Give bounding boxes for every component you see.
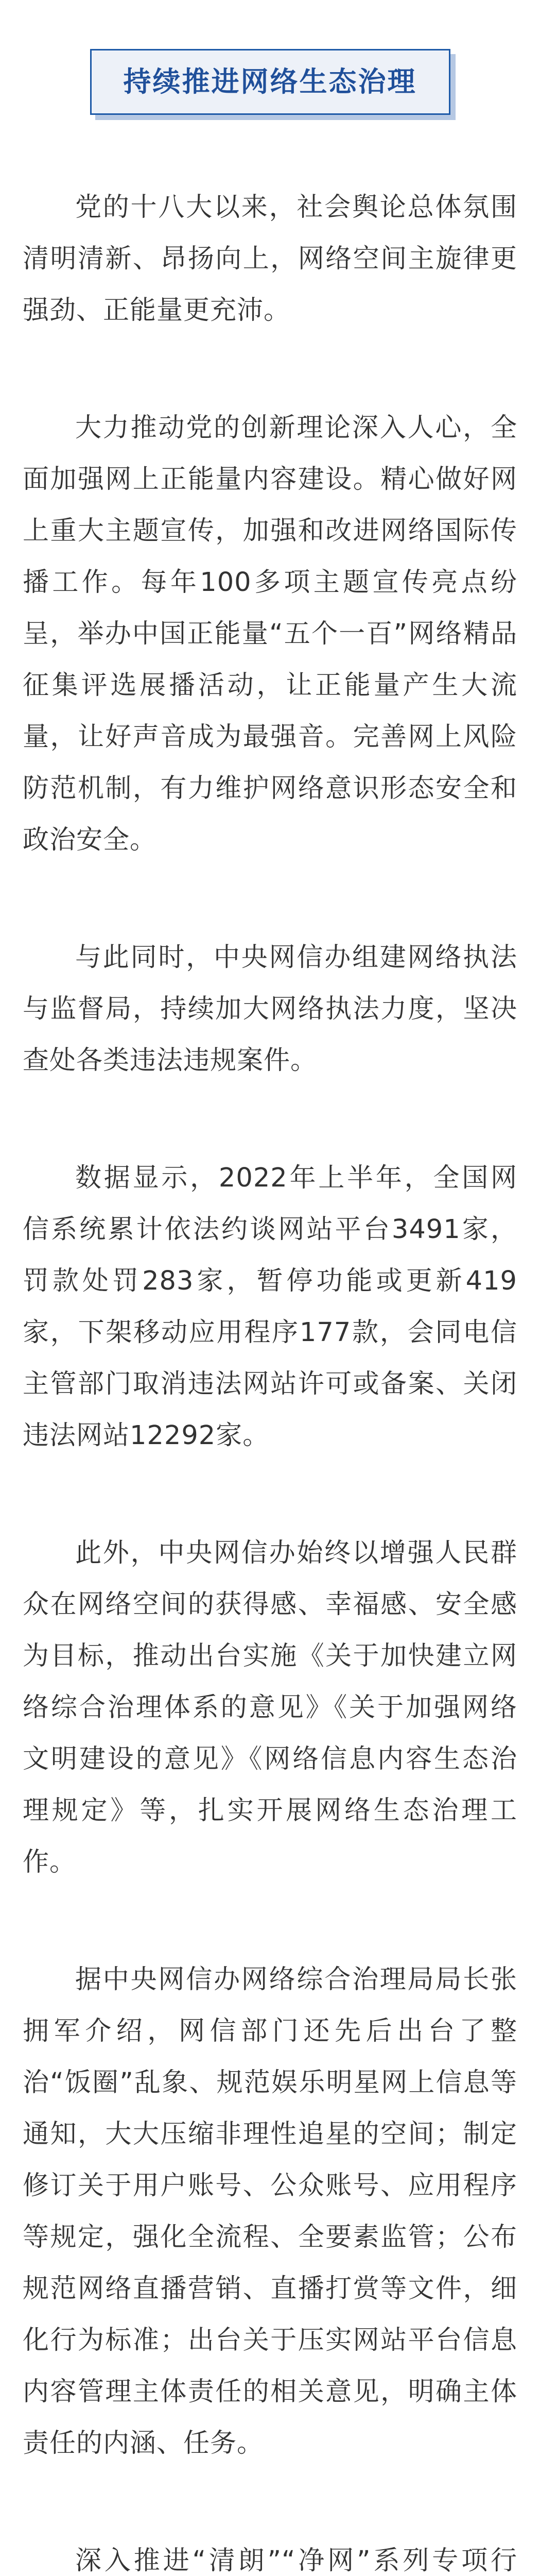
paragraph-2: 大力推动党的创新理论深入人心，全面加强网上正能量内容建设。精心做好网上重大主题宣传，加强和改进网络国际传播工作。每年100多项主题宣传亮点纷呈，举办中国正能量“五个一百”网络精品征集评选展播活动，让正能量产生大流量，让好声音成为最强音。完善网上风险防范机制，有力维护网络意识形态安全和政治安全。 — [23, 413, 517, 855]
paragraph-3: 与此同时，中央网信办组建网络执法与监督局，持续加大网络执法力度，坚决查处各类违法违规案件。 — [23, 942, 517, 1076]
paragraph-4: 数据显示，2022年上半年，全国网信系统累计依法约谈网站平台3491家，罚款处罚283家，暂停功能或更新419家，下架移动应用程序177款，会同电信主管部门取消违法网站许可或备案、关闭违法网站12292家。 — [23, 1163, 517, 1451]
paragraph-6: 据中央网信办网络综合治理局局长张拥军介绍，网信部门还先后出台了整治“饭圈”乱象、规范娱乐明星网上信息等通知，大大压缩非理性追星的空间；制定修订关于用户账号、公众账号、应用程序等规定，强化全流程、全要素监管；公布规范网络直播营销、直播打赏等文件，细化行为标准；出台关于压实网站平台信息内容管理主体责任的相关意见，明确主体责任的内涵、任务。 — [23, 1964, 517, 2459]
title-wrap — [23, 49, 517, 115]
paragraph-7: 深入推进“清朗”“净网”系列专项行 — [75, 2546, 517, 2576]
paragraph-5: 此外，中央网信办始终以增强人民群众在网络空间的获得感、幸福感、安全感为目标，推动出台实施《关于加快建立网络综合治理体系的意见》《关于加强网络文明建设的意见》《网络信息内容生态治理规定》等，扎实开展网络生态治理工作。 — [23, 1538, 517, 1877]
paragraph-1: 党的十八大以来，社会舆论总体氛围清明清新、昂扬向上，网络空间主旋律更强劲、正能量更充沛。 — [23, 192, 517, 326]
article-title: 持续推进网络生态治理 — [90, 49, 450, 115]
